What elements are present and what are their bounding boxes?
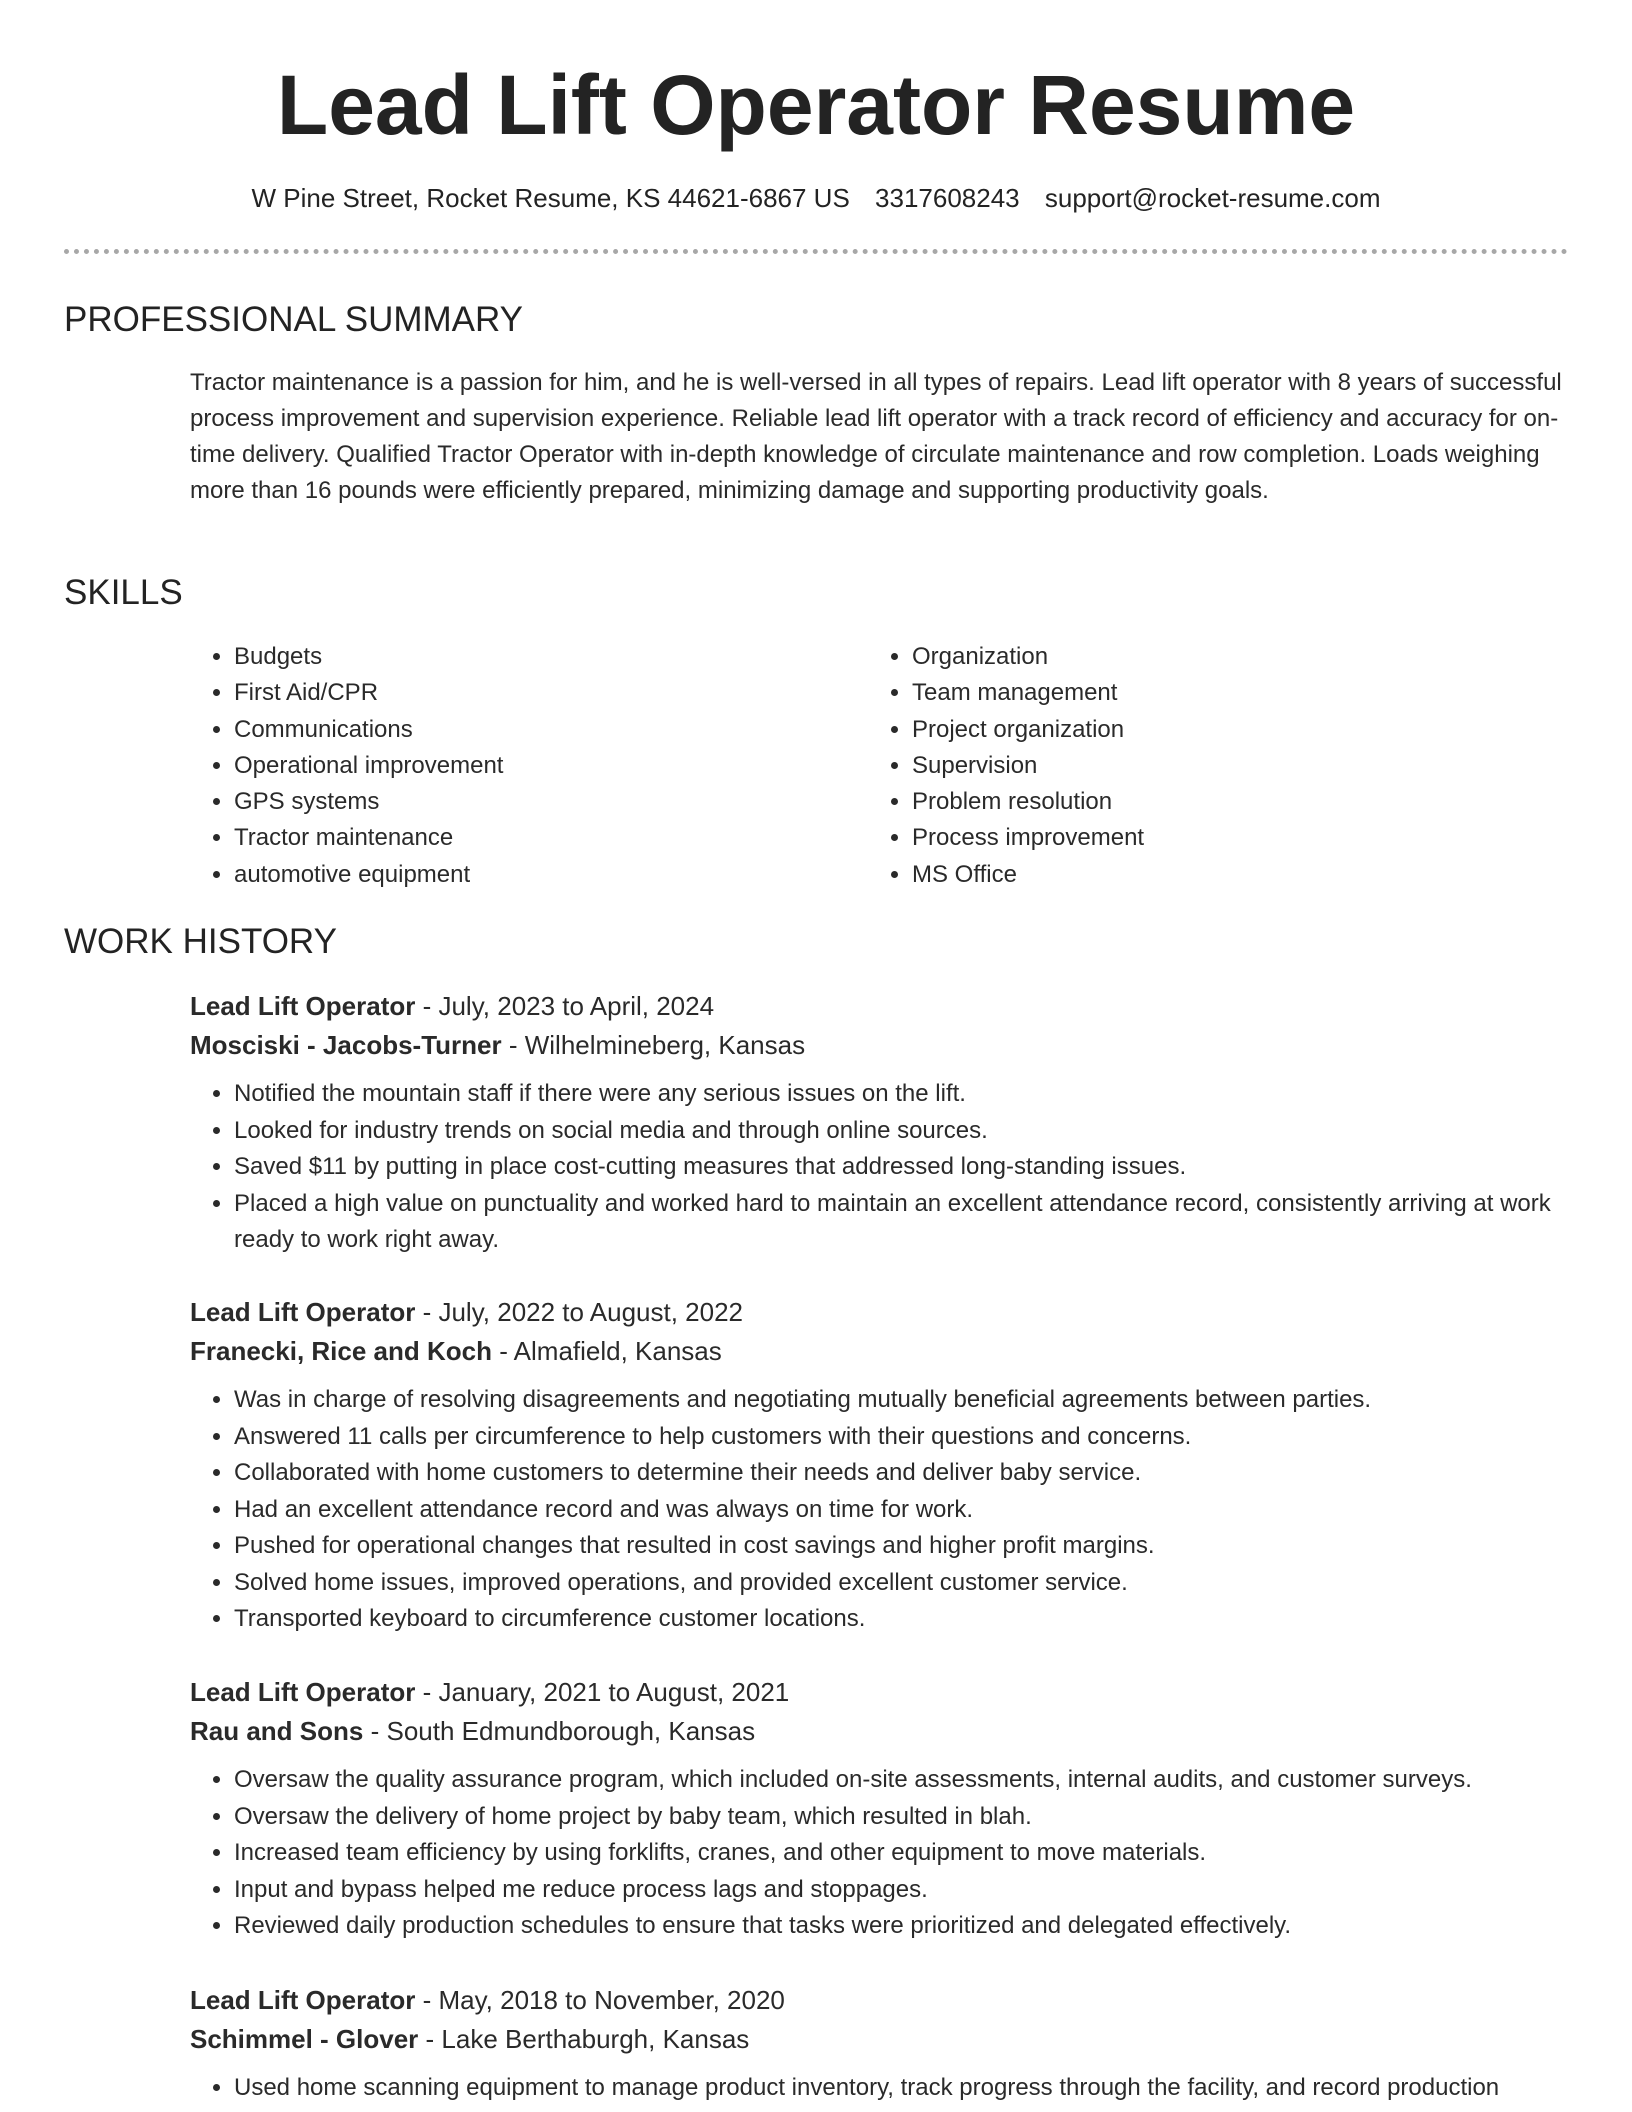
skill-item: • First Aid/CPR [234, 675, 503, 711]
job-bullet: • Was in charge of resolving disagreements and negotiating mutually beneficial agreements between parties. [234, 1382, 1568, 1419]
job-bullet: • Placed a high value on punctuality and worked hard to maintain an excellent attendance record, consistently arriving at work ready to work right away. [234, 1186, 1568, 1259]
job-bullet: • Collaborated with home customers to determine their needs and deliver baby service. [234, 1455, 1568, 1492]
job-entry [190, 1293, 1568, 1638]
skills-list-left [190, 639, 503, 893]
skills-heading: SKILLS [64, 573, 183, 612]
job-title-line [190, 1981, 1568, 2020]
job-company-line [190, 1332, 1568, 1371]
job-bullet: • Looked for industry trends on social media and through online sources. [234, 1113, 1568, 1150]
contact-address: W Pine Street, Rocket Resume, KS 44621-6867 US [251, 183, 850, 213]
skill-item: • Communications [234, 712, 503, 748]
job-title-line [190, 1293, 1568, 1332]
job-bullet: • Oversaw the quality assurance program, which included on-site assessments, internal audits, and customer surveys. [234, 1762, 1568, 1799]
skill-item: • Tractor maintenance [234, 820, 503, 856]
job-bullet: • Oversaw the delivery of home project by baby team, which resulted in blah. [234, 1799, 1568, 1836]
skills-list-right [868, 639, 1144, 893]
job-bullet: • Notified the mountain staff if there were any serious issues on the lift. [234, 1076, 1568, 1113]
summary-text: Tractor maintenance is a passion for him, and he is well-versed in all types of repairs. Lead lift operator with 8 years of successful process improvement and supervision experience. Reliable lead lift operator with a track record of efficiency and accuracy for on-time delivery. Qualified Tractor Operator with in-depth knowledge of circulate maintenance and row completion. Loads weighing more than 16 pounds were efficiently prepared, minimizing damage and supporting productivity goals. [190, 369, 1562, 504]
job-entry [190, 1673, 1568, 1945]
job-bullet: • Used home scanning equipment to manage product inventory, track progress through the facility, and record production [234, 2070, 1568, 2107]
job-company: Mosciski - Jacobs-Turner [190, 1030, 502, 1060]
contact-email: support@rocket-resume.com [1044, 183, 1381, 213]
work-history-heading: WORK HISTORY [64, 922, 337, 961]
job-bullet: • Had an excellent attendance record and was always on time for work. [234, 1492, 1568, 1529]
skill-item: • Problem resolution [912, 784, 1144, 820]
job-title: Lead Lift Operator [190, 1985, 416, 2015]
job-location: - Wilhelmineberg, Kansas [508, 1030, 806, 1060]
skill-item: • automotive equipment [234, 857, 503, 893]
job-company: Franecki, Rice and Koch [190, 1336, 492, 1366]
job-bullets [190, 1382, 1568, 1638]
contact-line [0, 180, 1632, 216]
job-company-line [190, 2020, 1568, 2059]
job-bullet: • Increased team efficiency by using forklifts, cranes, and other equipment to move materials. [234, 1835, 1568, 1872]
job-title-line [190, 1673, 1568, 1712]
job-dates: - July, 2022 to August, 2022 [422, 1297, 743, 1327]
skill-item: • Organization [912, 639, 1144, 675]
job-bullet: • Input and bypass helped me reduce process lags and stoppages. [234, 1872, 1568, 1909]
job-bullet: • Transported keyboard to circumference customer locations. [234, 1601, 1568, 1638]
job-bullets [190, 1076, 1568, 1259]
skill-item: • Process improvement [912, 820, 1144, 856]
job-entry [190, 987, 1568, 1259]
job-company-line [190, 1712, 1568, 1751]
job-location: - Almafield, Kansas [499, 1336, 722, 1366]
skill-item: • Project organization [912, 712, 1144, 748]
job-title: Lead Lift Operator [190, 1297, 416, 1327]
job-bullet: • Reviewed daily production schedules to ensure that tasks were prioritized and delegated effectively. [234, 1908, 1568, 1945]
job-company-line [190, 1026, 1568, 1065]
job-entry [190, 1981, 1568, 2107]
job-bullet: • Saved $11 by putting in place cost-cutting measures that addressed long-standing issues. [234, 1149, 1568, 1186]
skill-item: • Team management [912, 675, 1144, 711]
job-company: Schimmel - Glover [190, 2024, 419, 2054]
job-bullet: • Answered 11 calls per circumference to help customers with their questions and concerns. [234, 1419, 1568, 1456]
job-title-line [190, 987, 1568, 1026]
skill-item: • Budgets [234, 639, 503, 675]
job-title: Lead Lift Operator [190, 1677, 416, 1707]
job-location: - Lake Berthaburgh, Kansas [425, 2024, 750, 2054]
job-dates: - May, 2018 to November, 2020 [422, 1985, 785, 2015]
skill-item: • GPS systems [234, 784, 503, 820]
job-dates: - July, 2023 to April, 2024 [422, 991, 715, 1021]
job-dates: - January, 2021 to August, 2021 [422, 1677, 790, 1707]
contact-phone: 3317608243 [875, 183, 1020, 213]
skill-item: • Supervision [912, 748, 1144, 784]
skill-item: • MS Office [912, 857, 1144, 893]
job-bullet: • Solved home issues, improved operations, and provided excellent customer service. [234, 1565, 1568, 1602]
job-location: - South Edmundborough, Kansas [370, 1716, 756, 1746]
resume-title: Lead Lift Operator Resume [276, 58, 1356, 152]
job-bullets [190, 2070, 1568, 2107]
skill-item: • Operational improvement [234, 748, 503, 784]
job-bullets [190, 1762, 1568, 1945]
summary-heading: PROFESSIONAL SUMMARY [64, 300, 523, 339]
job-company: Rau and Sons [190, 1716, 364, 1746]
job-title: Lead Lift Operator [190, 991, 416, 1021]
job-bullet: • Pushed for operational changes that resulted in cost savings and higher profit margins. [234, 1528, 1568, 1565]
header-divider [64, 249, 1568, 254]
